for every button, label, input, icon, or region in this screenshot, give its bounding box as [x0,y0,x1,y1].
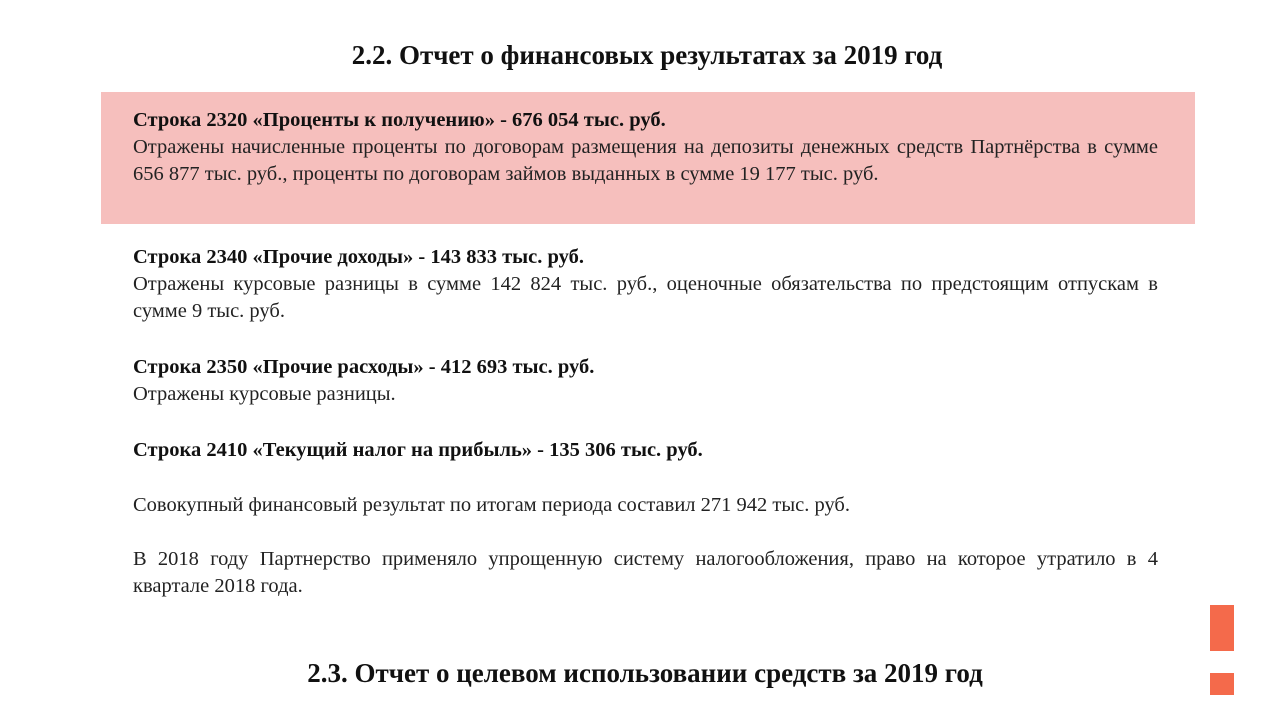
note-2018-text: В 2018 году Партнерство применяло упрощенную систему налогообложения, право на которое утратило в 4 квартале 2018 года. [133,548,1158,597]
accent-bar-top [1210,605,1234,651]
total-result-text: Совокупный финансовый результат по итогам периода составил 271 942 тыс. руб. [133,494,850,516]
item-2350 [133,354,1158,408]
accent-bar-bottom [1210,673,1234,695]
item-2340-title: Строка 2340 «Прочие доходы» - 143 833 тыс. руб. [133,246,585,268]
item-2350-title: Строка 2350 «Прочие расходы» - 412 693 тыс. руб. [133,356,595,378]
item-2410 [133,437,1158,464]
note-2018 [133,546,1158,600]
item-2340-text: Отражены курсовые разницы в сумме 142 824 тыс. руб., оценочные обязательства по предстоящим отпускам в сумме 9 тыс. руб. [133,273,1158,322]
item-2320-text: Отражены начисленные проценты по договорам размещения на депозиты денежных средств Партнёрства в сумме 656 877 тыс. руб., проценты по договорам займов выданных в сумме 19 177 тыс. руб. [133,136,1158,185]
total-result [133,492,1158,519]
item-2320-title: Строка 2320 «Проценты к получению» - 676 054 тыс. руб. [133,109,666,131]
item-2320 [133,107,1158,188]
item-2340 [133,244,1158,325]
section-2-3-title: 2.3. Отчет о целевом использовании средств за 2019 год [307,658,983,688]
item-2350-text: Отражены курсовые разницы. [133,383,396,405]
section-2-2-title: 2.2. Отчет о финансовых результатах за 2019 год [351,40,943,70]
item-2410-title: Строка 2410 «Текущий налог на прибыль» - 135 306 тыс. руб. [133,439,703,461]
